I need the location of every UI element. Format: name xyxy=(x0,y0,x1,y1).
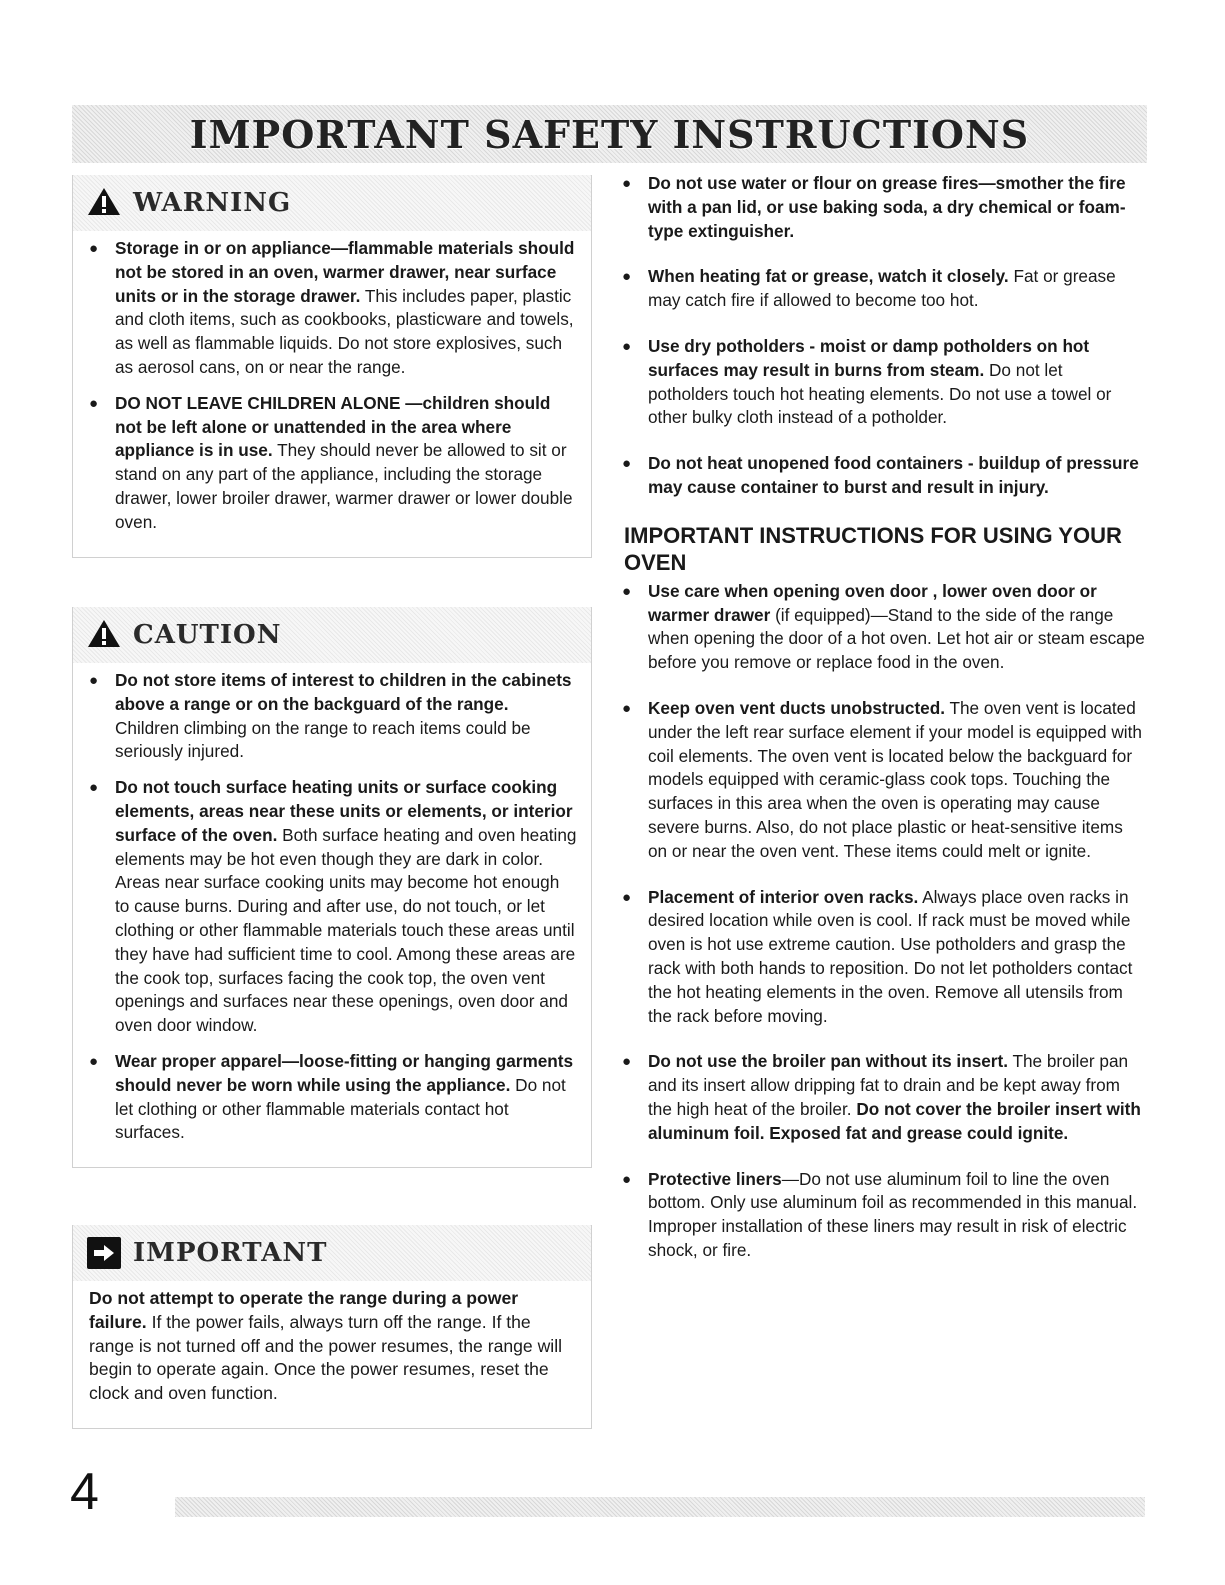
item-heading: Wear proper apparel—loose-fitting or hanging garments should never be worn while using the appliance. xyxy=(115,1050,574,1095)
list-item xyxy=(87,237,577,380)
item-heading: DO NOT LEAVE CHILDREN ALONE —children should not be left alone or unattended in the area where appliance is in use. xyxy=(115,392,551,461)
item-heading-2: Do not cover the broiler insert with aluminum foil. Exposed fat and grease could ignite. xyxy=(648,1098,1141,1143)
important-box xyxy=(72,1225,592,1429)
arrow-right-icon xyxy=(87,1237,121,1269)
item-heading: Protective liners xyxy=(648,1168,782,1189)
list-item xyxy=(620,172,1145,243)
list-item xyxy=(620,1168,1145,1263)
item-heading: Do not attempt to operate the range during a power failure. xyxy=(89,1288,519,1332)
list-item xyxy=(620,265,1145,313)
bullet: ● xyxy=(622,1053,632,1071)
item-text: Both surface heating and oven heating elements may be hot even though they are dark in color. Areas near surface cooking units may become hot enough to cause burns. During and after use, do not touch, or let clothing or other flammable materials touch these areas until they have had sufficient time to cool. Among these areas are the cook top, surfaces facing the cook top, the oven vent openings and surfaces near these openings, oven door and oven door window. xyxy=(115,824,577,1036)
item-heading: Do not use water or flour on grease fires—smother the fire with a pan lid, or use baking soda, a dry chemical or foam-type extinguisher. xyxy=(648,173,1126,241)
page-number: 4 xyxy=(70,1463,99,1521)
important-body xyxy=(73,1281,591,1428)
warning-header xyxy=(73,175,591,231)
page-title: IMPORTANT SAFETY INSTRUCTIONS xyxy=(189,111,1030,157)
list-item xyxy=(89,1287,577,1406)
item-text: The broiler pan and its insert allow dripping fat to drain and be kept away from the high heat of the broiler. xyxy=(648,1051,1129,1119)
item-text: Do not let potholders touch hot heating elements. Do not use a towel or other bulky cloth instead of a potholder. xyxy=(648,359,1112,428)
bullet: ● xyxy=(622,455,632,473)
item-text: Always place oven racks in desired location while oven is cool. If rack must be moved while oven is hot use extreme caution. Use potholders and grasp the rack with both hands to reposition. Do not let potholders contact the hot heating elements in the oven. Remove all utensils from the rack before moving. xyxy=(648,886,1133,1026)
caution-box xyxy=(72,607,592,1168)
list-item xyxy=(620,886,1145,1029)
right-column xyxy=(620,172,1145,1285)
warning-title: WARNING xyxy=(133,188,292,218)
list-item xyxy=(87,1050,577,1145)
footer-bar xyxy=(175,1497,1145,1517)
item-heading: Use dry potholders - moist or damp potholders on hot surfaces may result in burns from steam. xyxy=(648,335,1090,380)
list-item xyxy=(620,697,1145,864)
warning-body xyxy=(73,231,591,557)
list-item xyxy=(87,392,577,535)
caution-header xyxy=(73,607,591,663)
item-text: (if equipped)—Stand to the side of the range when opening the door of a hot oven. Let hot air or steam escape before you remove or replace food in the oven. xyxy=(648,604,1145,673)
item-text: Fat or grease may catch fire if allowed to become too hot. xyxy=(648,266,1116,311)
item-text: —Do not use aluminum foil to line the oven bottom. Only use aluminum foil as recommended in this manual. Improper installation of these liners may result in risk of electric shock, or fire. xyxy=(648,1168,1138,1260)
list-item xyxy=(87,669,577,764)
warning-triangle-icon xyxy=(87,186,121,221)
bullet: ● xyxy=(622,268,632,286)
item-text: Do not let clothing or other flammable materials contact hot surfaces. xyxy=(115,1074,566,1143)
bullet: ● xyxy=(89,1052,99,1070)
item-text: They should never be allowed to sit or stand on any part of the appliance, including the storage drawer, lower broiler drawer, warmer drawer or lower double oven. xyxy=(115,440,573,532)
item-heading: Placement of interior oven racks. xyxy=(648,886,919,907)
item-heading: When heating fat or grease, watch it closely. xyxy=(648,266,1009,287)
bullet: ● xyxy=(622,175,632,192)
item-heading: Do not store items of interest to children in the cabinets above a range or on the backguard of the range. xyxy=(115,670,572,714)
bullet: ● xyxy=(622,582,632,600)
list-item xyxy=(620,335,1145,430)
oven-section-title: IMPORTANT INSTRUCTIONS FOR USING YOUR OVEN xyxy=(624,522,1122,575)
item-heading: Do not touch surface heating units or surface cooking elements, areas near these units or elements, or interior surface of the oven. xyxy=(115,777,573,845)
bullet: ● xyxy=(89,240,99,257)
item-text: Children climbing on the range to reach items could be seriously injured. xyxy=(115,717,531,762)
bullet: ● xyxy=(622,1170,632,1188)
item-heading: Use care when opening oven door , lower oven door or warmer drawer xyxy=(648,580,1097,625)
list-item xyxy=(620,452,1145,500)
bullet: ● xyxy=(89,779,99,797)
important-header xyxy=(73,1225,591,1281)
bullet: ● xyxy=(622,337,632,355)
list-item xyxy=(87,776,577,1038)
item-text: If the power fails, always turn off the range. If the range is not turned off and the power resumes, the range will begin to operate again. Once the power resumes, reset the clock and oven function. xyxy=(89,1311,563,1404)
item-heading: Storage in or on appliance—flammable materials should not be stored in an oven, warmer drawer, near surface units or in the storage drawer. xyxy=(115,238,575,306)
item-heading: Do not heat unopened food containers - buildup of pressure may cause container to burst and result in injury. xyxy=(648,453,1139,497)
bullet: ● xyxy=(622,699,632,717)
warning-triangle-icon xyxy=(87,618,121,653)
list-item xyxy=(620,1050,1145,1145)
item-heading: Do not use the broiler pan without its insert. xyxy=(648,1051,1008,1072)
important-title: IMPORTANT xyxy=(133,1238,328,1268)
item-text: The oven vent is located under the left rear surface element if your model is equipped with coil elements. The oven vent is located below the backguard for models equipped with ceramic-glass cook tops. Touching the surfaces in this area when the oven is operating may cause severe burns. Also, do not place plastic or heat-sensitive items on or near the oven vent. These items could melt or ignite. xyxy=(648,697,1142,861)
page-title-banner xyxy=(72,105,1147,163)
item-text: This includes paper, plastic and cloth items, such as cookbooks, plasticware and towels, as well as flammable liquids. Do not store explosives, such as aerosol cans, on or near the range. xyxy=(115,285,574,377)
caution-body xyxy=(73,663,591,1167)
bullet: ● xyxy=(89,394,99,412)
list-item xyxy=(620,580,1145,675)
caution-title: CAUTION xyxy=(133,620,282,650)
item-heading: Keep oven vent ducts unobstructed. xyxy=(648,697,946,718)
warning-box xyxy=(72,175,592,558)
bullet: ● xyxy=(622,888,632,906)
bullet: ● xyxy=(89,672,99,689)
